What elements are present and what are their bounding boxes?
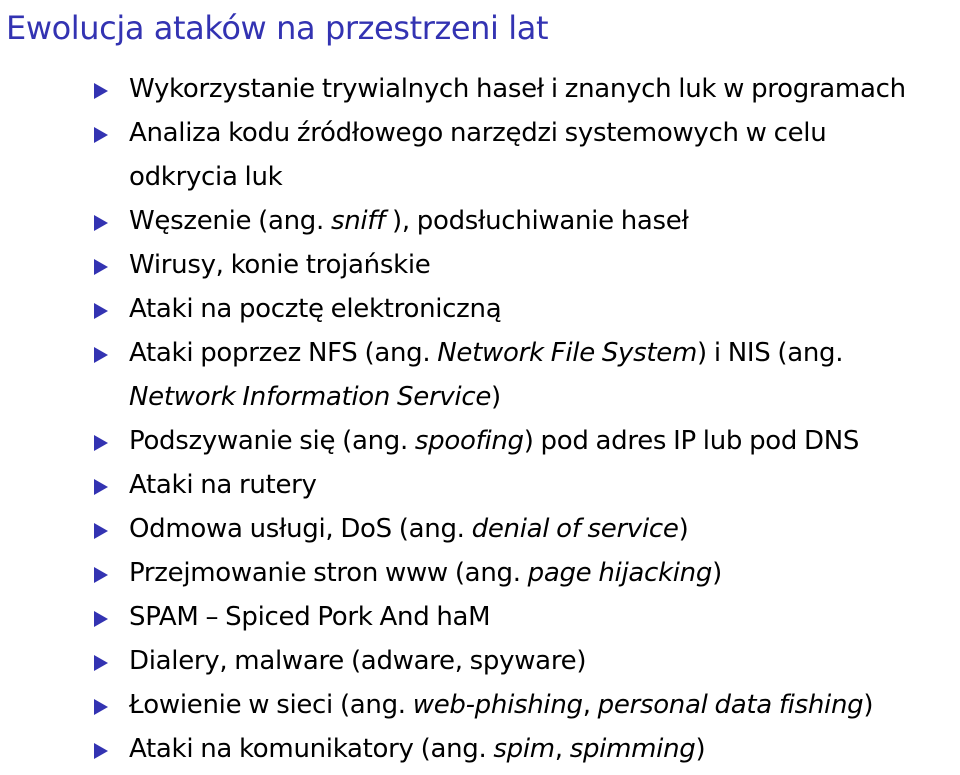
slide-title: Ewolucja ataków na przestrzeni lat bbox=[6, 9, 549, 47]
text-run: ), podsłuchiwanie haseł bbox=[385, 206, 689, 236]
triangle-right-icon bbox=[94, 567, 108, 583]
bullet-text bbox=[129, 426, 859, 456]
text-run: Dialery, malware (adware, spyware) bbox=[129, 646, 587, 676]
text-run: odkrycia luk bbox=[129, 162, 283, 192]
triangle-right-icon bbox=[94, 743, 108, 759]
text-run: Wirusy, konie trojańskie bbox=[129, 250, 431, 280]
text-run: Odmowa usługi, DoS (ang. bbox=[129, 514, 472, 544]
text-run: Podszywanie się (ang. bbox=[129, 426, 415, 456]
text-run: Ataki na pocztę elektroniczną bbox=[129, 294, 502, 324]
bullet-text bbox=[129, 646, 586, 676]
bullet-text bbox=[129, 294, 501, 324]
bullet-text bbox=[129, 690, 873, 720]
english-term: Network File System bbox=[437, 338, 698, 368]
text-run: , bbox=[582, 690, 598, 720]
triangle-right-icon bbox=[94, 435, 108, 451]
text-run: ) bbox=[863, 690, 874, 720]
english-term: web-phishing bbox=[412, 690, 583, 720]
bullet-text bbox=[129, 250, 430, 280]
text-run: Ataki na komunikatory (ang. bbox=[129, 734, 494, 764]
english-term: spimming bbox=[569, 734, 696, 764]
english-term: denial of service bbox=[471, 514, 679, 544]
text-run: Analiza kodu źródłowego narzędzi systemowych w celu bbox=[129, 118, 827, 148]
english-term: sniff bbox=[330, 206, 386, 236]
triangle-right-icon bbox=[94, 215, 108, 231]
text-run: Ataki na rutery bbox=[129, 470, 317, 500]
text-run: SPAM – Spiced Pork And haM bbox=[129, 602, 491, 632]
triangle-right-icon bbox=[94, 303, 108, 319]
english-term: Network Information Service bbox=[129, 382, 492, 412]
bullet-text bbox=[129, 514, 688, 544]
bullet-text-continuation bbox=[129, 382, 501, 412]
text-run: ) bbox=[491, 382, 501, 412]
text-run: Przejmowanie stron www (ang. bbox=[129, 558, 528, 588]
text-run: ) pod adres IP lub pod DNS bbox=[523, 426, 860, 456]
text-run: Łowienie w sieci (ang. bbox=[129, 690, 413, 720]
triangle-right-icon bbox=[94, 83, 108, 99]
text-run: Węszenie (ang. bbox=[129, 206, 331, 236]
bullet-text bbox=[129, 118, 826, 148]
english-term: page hijacking bbox=[527, 558, 713, 588]
triangle-right-icon bbox=[94, 655, 108, 671]
bullet-text bbox=[129, 470, 317, 500]
text-run: Ataki poprzez NFS (ang. bbox=[129, 338, 438, 368]
triangle-right-icon bbox=[94, 523, 108, 539]
triangle-right-icon bbox=[94, 127, 108, 143]
bullet-text bbox=[129, 74, 906, 104]
triangle-right-icon bbox=[94, 611, 108, 627]
english-term: spim bbox=[493, 734, 555, 764]
text-run: , bbox=[554, 734, 570, 764]
triangle-right-icon bbox=[94, 479, 108, 495]
text-run: Wykorzystanie trywialnych haseł i znanych luk w programach bbox=[129, 74, 906, 104]
bullet-text-continuation bbox=[129, 162, 282, 192]
english-term: personal data fishing bbox=[597, 690, 864, 720]
english-term: spoofing bbox=[414, 426, 524, 456]
bullet-text bbox=[129, 602, 490, 632]
bullet-text bbox=[129, 338, 843, 368]
triangle-right-icon bbox=[94, 259, 108, 275]
bullet-text bbox=[129, 558, 722, 588]
bullet-text bbox=[129, 734, 705, 764]
triangle-right-icon bbox=[94, 699, 108, 715]
triangle-right-icon bbox=[94, 347, 108, 363]
text-run: ) i NIS (ang. bbox=[697, 338, 844, 368]
text-run: ) bbox=[712, 558, 722, 588]
bullet-text bbox=[129, 206, 689, 236]
text-run: ) bbox=[678, 514, 689, 544]
text-run: ) bbox=[695, 734, 706, 764]
